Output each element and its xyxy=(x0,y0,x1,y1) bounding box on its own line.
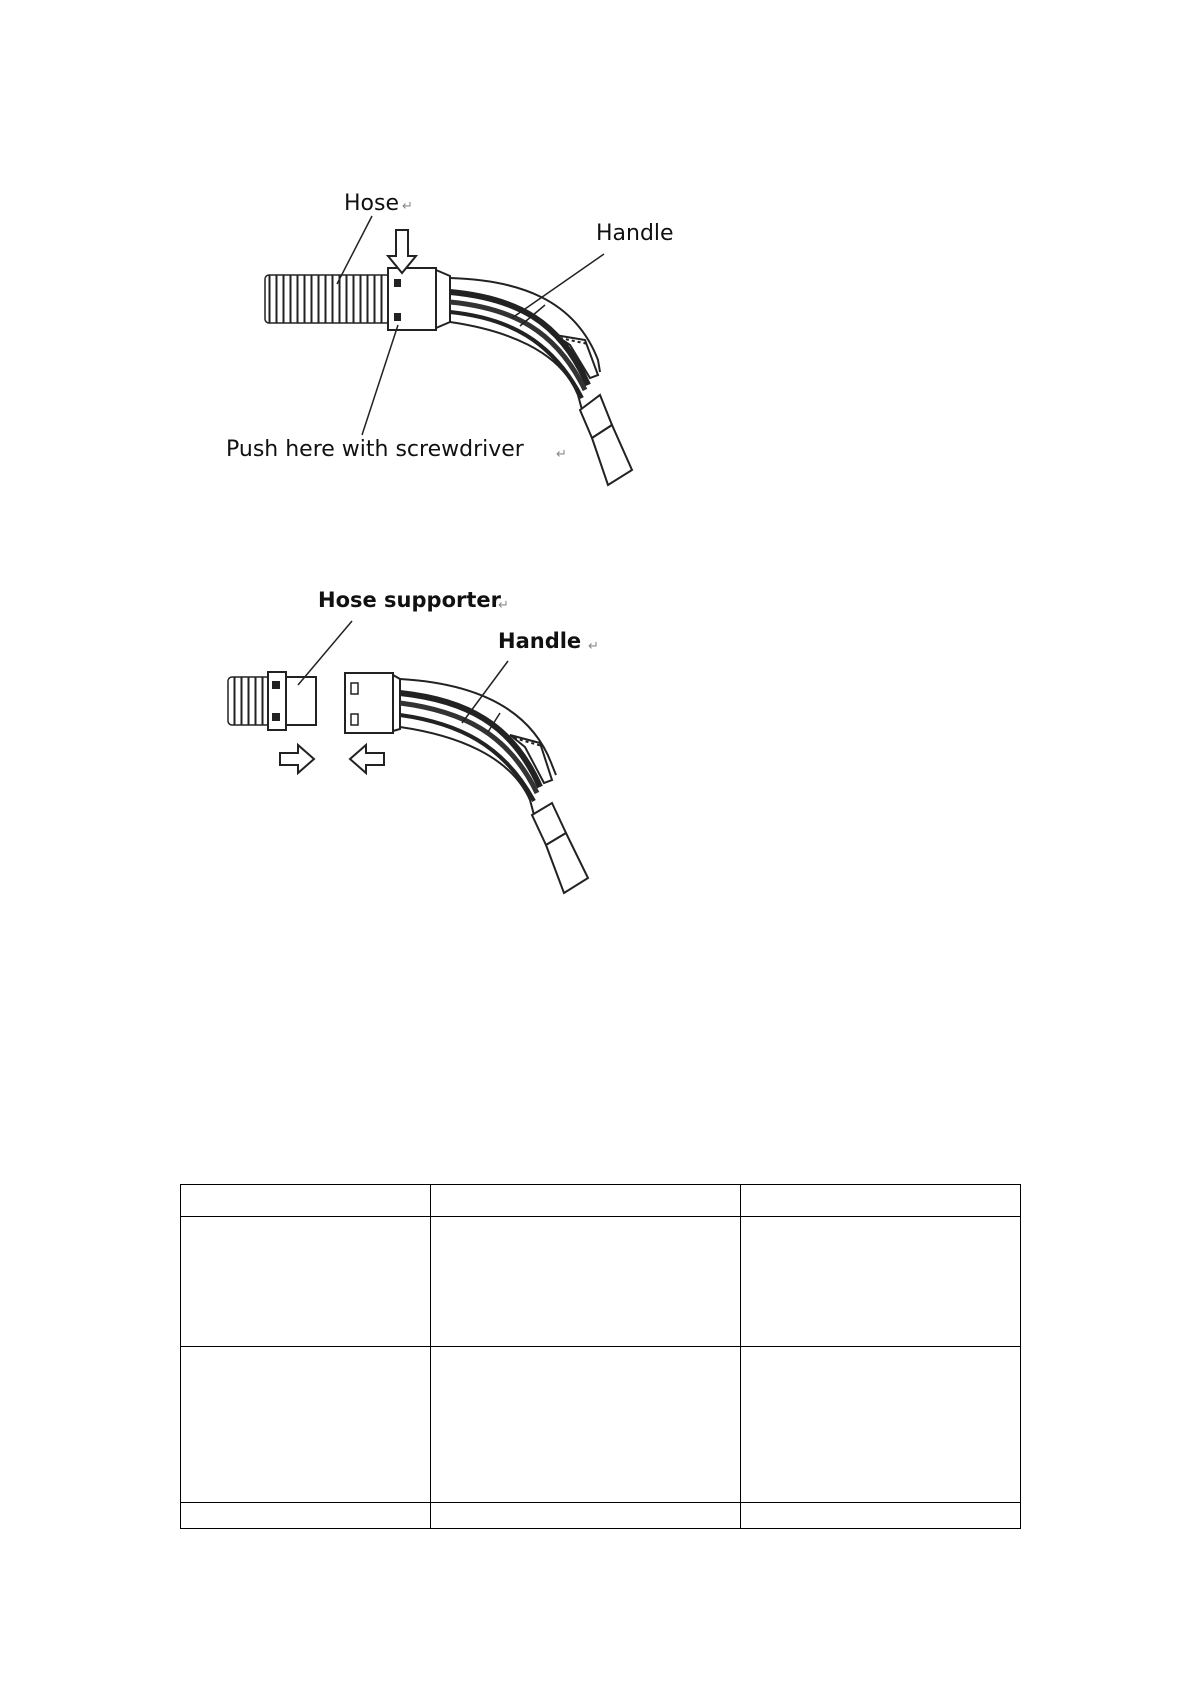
table-row xyxy=(181,1347,1021,1503)
handle-label: Handle xyxy=(498,629,582,653)
return-mark: ↵ xyxy=(498,598,509,613)
hose-label: Hose xyxy=(344,191,399,216)
push-label: Push here with screwdriver xyxy=(226,437,524,462)
empty-table xyxy=(180,1184,1021,1529)
table-cell xyxy=(181,1503,431,1529)
hose-supporter-label: Hose supporter xyxy=(318,588,501,612)
table-cell xyxy=(431,1347,741,1503)
return-mark: ↵ xyxy=(402,199,413,214)
handle-leader-line xyxy=(462,661,508,723)
table-cell xyxy=(181,1217,431,1347)
table-cell xyxy=(741,1185,1021,1217)
figure-hose-attached xyxy=(0,0,1191,520)
curved-handle xyxy=(345,673,588,893)
table-row xyxy=(181,1185,1021,1217)
return-mark: ↵ xyxy=(556,447,567,462)
supporter-leader-line xyxy=(298,621,352,685)
connector-collar xyxy=(388,268,450,330)
push-leader-line xyxy=(362,325,398,435)
hose-supporter xyxy=(268,672,316,730)
table-row xyxy=(181,1503,1021,1529)
table-cell xyxy=(431,1503,741,1529)
table-cell xyxy=(181,1347,431,1503)
right-arrow-icon xyxy=(280,745,314,773)
handle-label: Handle xyxy=(596,221,674,246)
table-row xyxy=(181,1217,1021,1347)
table-cell xyxy=(181,1185,431,1217)
table-cell xyxy=(741,1217,1021,1347)
hose-leader-line xyxy=(337,216,372,284)
down-arrow-icon xyxy=(388,230,416,273)
table-cell xyxy=(431,1185,741,1217)
corrugated-hose xyxy=(265,275,390,323)
left-arrow-icon xyxy=(350,745,384,773)
handle-leader-line xyxy=(512,254,604,318)
table-cell xyxy=(431,1217,741,1347)
table-cell xyxy=(741,1347,1021,1503)
table-cell xyxy=(741,1503,1021,1529)
figure-hose-detached xyxy=(0,575,1191,1095)
return-mark: ↵ xyxy=(588,639,599,654)
corrugated-hose xyxy=(228,677,270,725)
